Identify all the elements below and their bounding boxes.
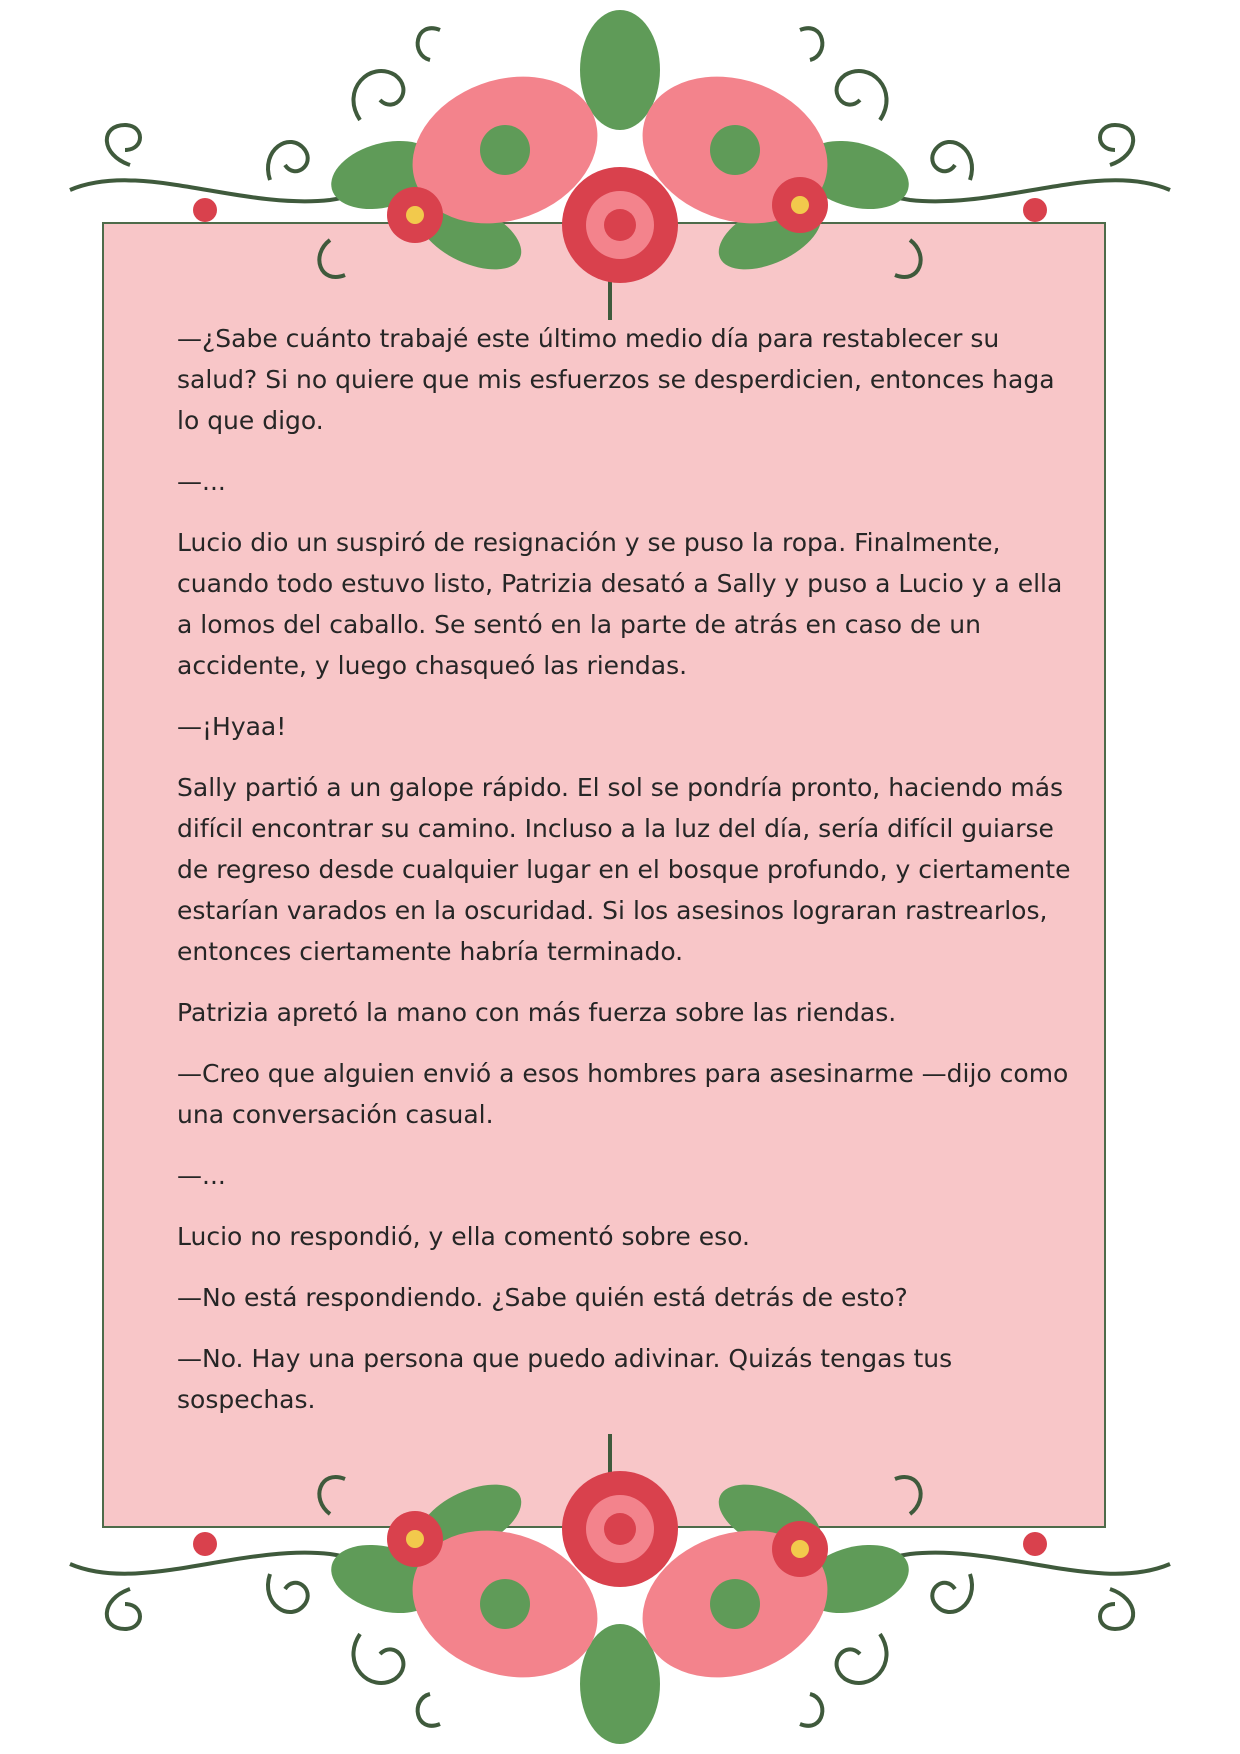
paragraph: Lucio no respondió, y ella comentó sobre eso.: [177, 1222, 750, 1251]
paragraph: —¡Hyaa!: [177, 712, 287, 741]
floral-ornament-top: [0, 0, 1240, 340]
paragraph: —No está respondiendo. ¿Sabe quién está detrás de esto?: [177, 1283, 908, 1312]
story-text: [177, 318, 1077, 1440]
paragraph: —...: [177, 467, 226, 496]
paragraph: Sally partió a un galope rápido. El sol se pondría pronto, haciendo más difícil encontrar su camino. Incluso a la luz del día, sería difícil guiarse de regreso desde cualquier lugar en el bosque profundo, y ciertamente estarían varados en la oscuridad. Si los asesinos lograran rastrearlos, entonces ciertamente habría terminado.: [177, 773, 1071, 966]
paragraph: Lucio dio un suspiró de resignación y se puso la ropa. Finalmente, cuando todo estuvo listo, Patrizia desató a Sally y puso a Lucio y a ella a lomos del caballo. Se sentó en la parte de atrás en caso de un accidente, y luego chasqueó las riendas.: [177, 528, 1063, 680]
paragraph: —...: [177, 1161, 226, 1190]
paragraph: Patrizia apretó la mano con más fuerza sobre las riendas.: [177, 998, 897, 1027]
paragraph: —¿Sabe cuánto trabajé este último medio día para restablecer su salud? Si no quiere que mis esfuerzos se desperdicien, entonces haga lo que digo.: [177, 324, 1055, 435]
floral-ornament-bottom: [0, 1414, 1240, 1754]
paragraph: —No. Hay una persona que puedo adivinar. Quizás tengas tus sospechas.: [177, 1344, 953, 1414]
paragraph: —Creo que alguien envió a esos hombres para asesinarme —dijo como una conversación casual.: [177, 1059, 1069, 1129]
